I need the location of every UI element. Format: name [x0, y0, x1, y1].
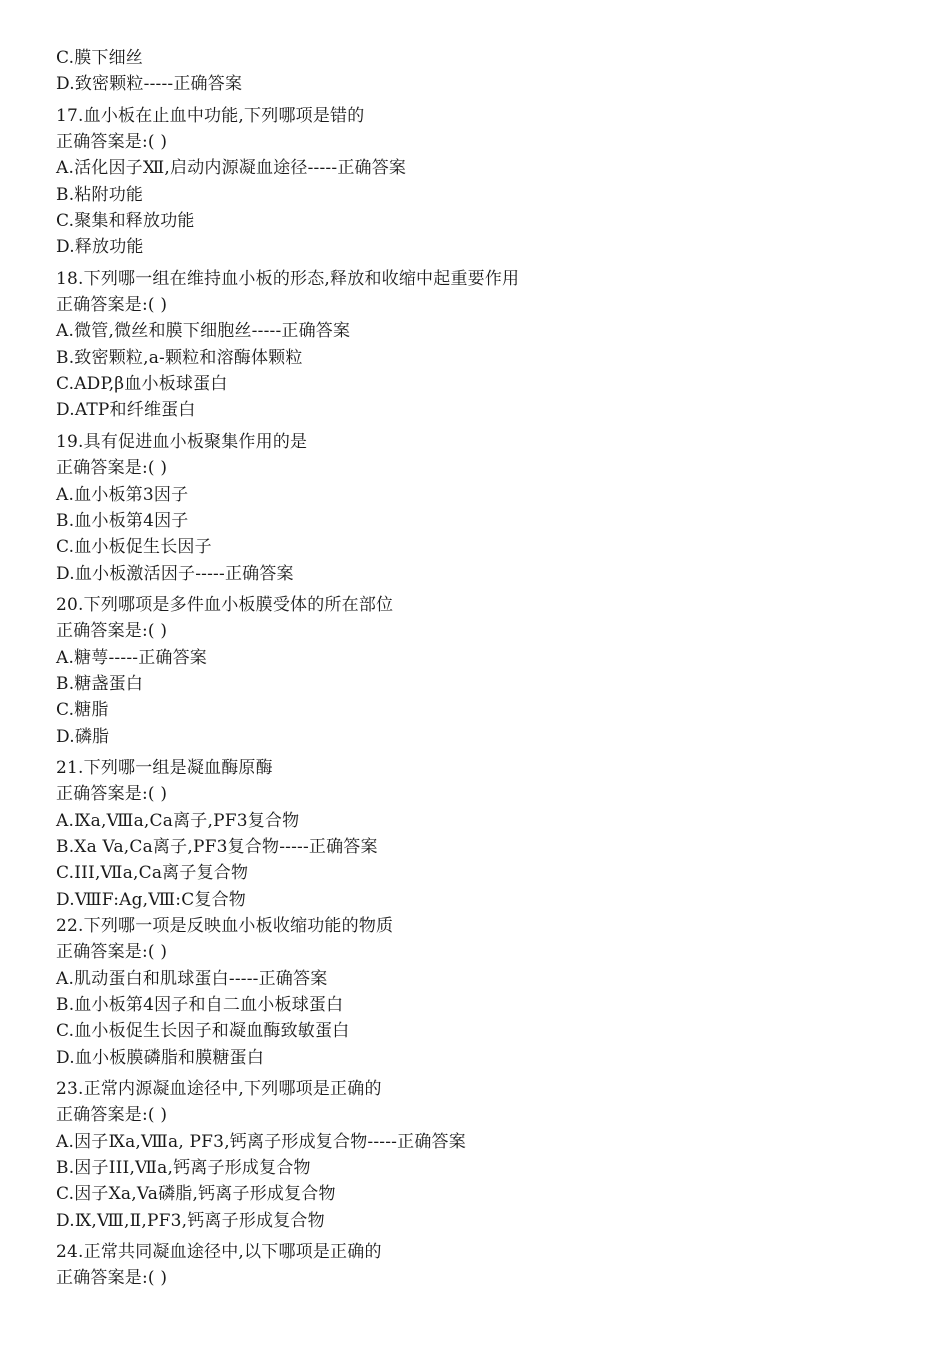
- option-b: B.因子III,Ⅶa,钙离子形成复合物: [56, 1158, 311, 1179]
- option-d: D.ATP和纤维蛋白: [56, 400, 196, 421]
- answer-label: 正确答案是:( ): [56, 295, 168, 316]
- option-c: C.糖脂: [56, 700, 109, 721]
- option-d: D.血小板膜磷脂和膜糖蛋白: [56, 1047, 265, 1068]
- option-a: A.活化因子Ⅻ,启动内源凝血途径-----正确答案: [56, 158, 407, 179]
- question-title: 18.下列哪一组在维持血小板的形态,释放和收缩中起重要作用: [56, 268, 520, 289]
- question-title: 24.正常共同凝血途径中,以下哪项是正确的: [56, 1242, 382, 1263]
- question-19: [56, 429, 916, 587]
- answer-label: 正确答案是:( ): [56, 132, 168, 153]
- question-21: [56, 755, 916, 913]
- option-a: A.血小板第3因子: [56, 484, 189, 505]
- question-title: 17.血小板在止血中功能,下列哪项是错的: [56, 105, 365, 126]
- option-b: B.糖盏蛋白: [56, 673, 144, 694]
- question-title: 22.下列哪一项是反映血小板收缩功能的物质: [56, 916, 394, 936]
- option-c: C.膜下细丝: [56, 48, 144, 68]
- question-20: [56, 592, 916, 750]
- question-23: [56, 1076, 916, 1234]
- option-c: C.聚集和释放功能: [56, 211, 195, 232]
- option-b: B.血小板第4因子: [56, 510, 189, 531]
- question-17: [56, 103, 916, 261]
- option-a: A.因子Ⅸa,Ⅷa, PF3,钙离子形成复合物-----正确答案: [56, 1131, 466, 1152]
- answer-label: 正确答案是:( ): [56, 458, 168, 479]
- option-b: B.Xa Va,Ca离子,PF3复合物-----正确答案: [56, 836, 378, 857]
- answer-label: 正确答案是:( ): [56, 621, 168, 642]
- answer-label: 正确答案是:( ): [56, 942, 168, 963]
- option-d: D.释放功能: [56, 237, 144, 258]
- question-title: 20.下列哪项是多件血小板膜受体的所在部位: [56, 594, 394, 615]
- question-title: 21.下列哪一组是凝血酶原酶: [56, 757, 273, 778]
- option-c: C.因子Xa,Va磷脂,钙离子形成复合物: [56, 1184, 336, 1205]
- option-d: D.致密颗粒-----正确答案: [56, 74, 243, 95]
- option-c: C.III,Ⅶa,Ca离子复合物: [56, 863, 249, 884]
- question-18: [56, 266, 916, 424]
- document-page: [56, 45, 916, 1292]
- question-24: [56, 1239, 916, 1292]
- option-d: D.Ⅸ,Ⅷ,Ⅱ,PF3,钙离子形成复合物: [56, 1210, 325, 1231]
- question-22: [56, 913, 916, 1071]
- option-d: D.血小板激活因子-----正确答案: [56, 563, 294, 584]
- lead-options: [56, 45, 916, 98]
- option-a: A.糖萼-----正确答案: [56, 647, 208, 668]
- question-title: 23.正常内源凝血途径中,下列哪项是正确的: [56, 1079, 382, 1100]
- option-b: B.血小板第4因子和自二血小板球蛋白: [56, 995, 344, 1016]
- option-a: A.Ⅸa,Ⅷa,Ca离子,PF3复合物: [56, 810, 300, 831]
- option-a: A.肌动蛋白和肌球蛋白-----正确答案: [56, 968, 328, 989]
- option-c: C.血小板促生长因子和凝血酶致敏蛋白: [56, 1021, 350, 1042]
- option-a: A.微管,微丝和膜下细胞丝-----正确答案: [56, 321, 351, 342]
- option-d: D.ⅧF:Ag,Ⅷ:C复合物: [56, 889, 246, 910]
- answer-label: 正确答案是:( ): [56, 784, 168, 805]
- option-c: C.血小板促生长因子: [56, 537, 212, 558]
- answer-label: 正确答案是:( ): [56, 1105, 168, 1126]
- option-b: B.粘附功能: [56, 184, 144, 205]
- answer-label: 正确答案是:( ): [56, 1268, 168, 1289]
- option-b: B.致密颗粒,a-颗粒和溶酶体颗粒: [56, 347, 303, 368]
- question-title: 19.具有促进血小板聚集作用的是: [56, 431, 308, 452]
- option-d: D.磷脂: [56, 726, 110, 747]
- option-c: C.ADP,β血小板球蛋白: [56, 374, 228, 395]
